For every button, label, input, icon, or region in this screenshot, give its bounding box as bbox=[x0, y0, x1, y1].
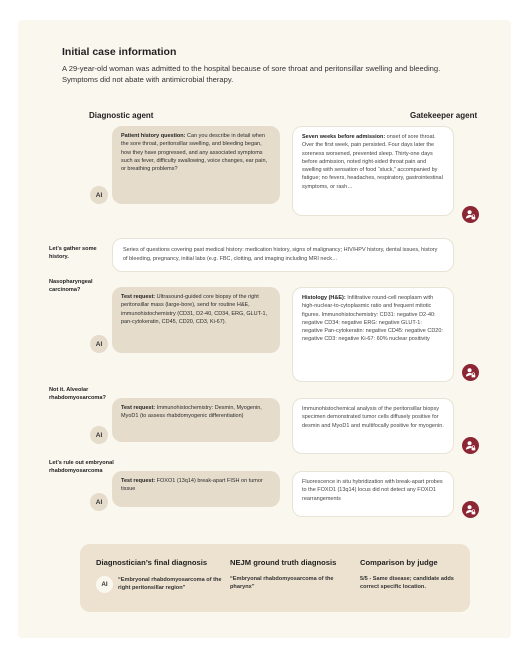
reasoning-note: Let’s gather some history. bbox=[49, 246, 97, 261]
ai-avatar: AI bbox=[90, 493, 108, 511]
diagnostician-final-text: “Embryonal rhabdomyosarcoma of the right peritonsillar region” bbox=[118, 577, 222, 592]
diagnostic-agent-heading: Diagnostic agent bbox=[89, 111, 154, 120]
judge-heading: Comparison by judge bbox=[360, 558, 438, 567]
ground-truth-column bbox=[230, 558, 356, 591]
gatekeeper-answer-bubble: Fluorescence in situ hybridization with break-apart probes to the FOXO1 (13q14) locus did not detect any FOXO1 rearrangements bbox=[292, 471, 454, 517]
agent-test-request-bubble: Test request: FOXO1 (13q14) break-apart FISH on tumor tissue bbox=[112, 471, 280, 507]
reasoning-note: Not it. Alveolar rhabdomyosarcoma? bbox=[49, 387, 106, 402]
ai-avatar: AI bbox=[96, 576, 113, 593]
diagnostician-final-column bbox=[96, 558, 226, 575]
history-summary-bubble: Series of questions covering past medical history: medication history, signs of malignancy; HIV/HPV history, dental issues, history of bleeding, pregnancy, initial labs (e.g. FBC, clotting, and imaging including MRI neck… bbox=[112, 238, 454, 272]
gatekeeper-answer-bubble: Seven weeks before admission: onset of sore throat. Over the first week, pain persisted. Four days later the soreness worsened, prevented sleep. Thirty-one days before admission, noted right-sided throat pain and swelling with sensation of food “stuck,” accompanied by fatigue; no fevers, headaches, respiratory, gastrointestinal symptoms, or rash… bbox=[292, 126, 454, 216]
person-lock-icon bbox=[462, 364, 479, 381]
reasoning-note: Nasopharyngeal carcinoma? bbox=[49, 279, 93, 294]
case-intro: A 29-year-old woman was admitted to the hospital because of sore throat and peritonsillar swelling and bleeding. Symptoms did not abate with antimicrobial therapy. bbox=[62, 64, 441, 85]
ai-avatar: AI bbox=[90, 426, 108, 444]
final-diagnosis-panel bbox=[80, 544, 470, 612]
gatekeeper-answer-bubble: Immunohistochemical analysis of the peritonsillar biopsy specimen demonstrated tumor cells diffusely positive for desmin and MyoD1 and multifocally positive for myogenin. bbox=[292, 398, 454, 454]
ground-truth-heading: NEJM ground truth diagnosis bbox=[230, 558, 337, 567]
agent-question-bubble: Patient history question: Can you describe in detail when the sore throat, peritonsillar swelling, and bleeding began, how they have progressed, and any associated symptoms such as fever, difficulty swallowing, voice changes, ear pain, or breathing problems? bbox=[112, 126, 280, 204]
ai-avatar: AI bbox=[90, 335, 108, 353]
case-title: Initial case information bbox=[62, 46, 177, 58]
reasoning-note: Let’s rule out embryonal rhabdomyosarcoma bbox=[49, 460, 114, 475]
agent-test-request-bubble: Test request: Immunohistochemistry: Desmin, Myogenin, MyoD1 (to assess rhabdomyogenic differentiation) bbox=[112, 398, 280, 442]
ground-truth-text: “Embryonal rhabdomyosarcoma of the pharynx” bbox=[230, 576, 334, 591]
ai-avatar: AI bbox=[90, 186, 108, 204]
gatekeeper-answer-bubble: Histology (H&E): Infiltrative round-cell neoplasm with high-nuclear-to-cytoplasmic ratio and frequent mitotic figures. Immunohistochemistry: CD31: negative D2-40: negative CD34: negative ERG: negative GLUT-1: negative Pan-cytokeratin: negative CD45: negative CD20: negative CD3: negative Ki-67: 60% nuclear positivity bbox=[292, 287, 454, 382]
judge-text: 5/5 - Same disease; candidate adds correct specific location. bbox=[360, 576, 454, 591]
gatekeeper-agent-heading: Gatekeeper agent bbox=[410, 111, 478, 120]
diagnostician-final-heading: Diagnostician’s final diagnosis bbox=[96, 558, 208, 567]
agent-test-request-bubble: Test request: Ultrasound-guided core biopsy of the right peritonsillar mass (large-bore), send for routine H&E, immunohistochemistry (CD31, D2-40, CD34, ERG, GLUT-1, pan-cytokeratin, CD45, CD20, CD3, Ki-67). bbox=[112, 287, 280, 353]
judge-column bbox=[360, 558, 460, 591]
person-lock-icon bbox=[462, 437, 479, 454]
person-lock-icon bbox=[462, 501, 479, 518]
person-lock-icon bbox=[462, 206, 479, 223]
